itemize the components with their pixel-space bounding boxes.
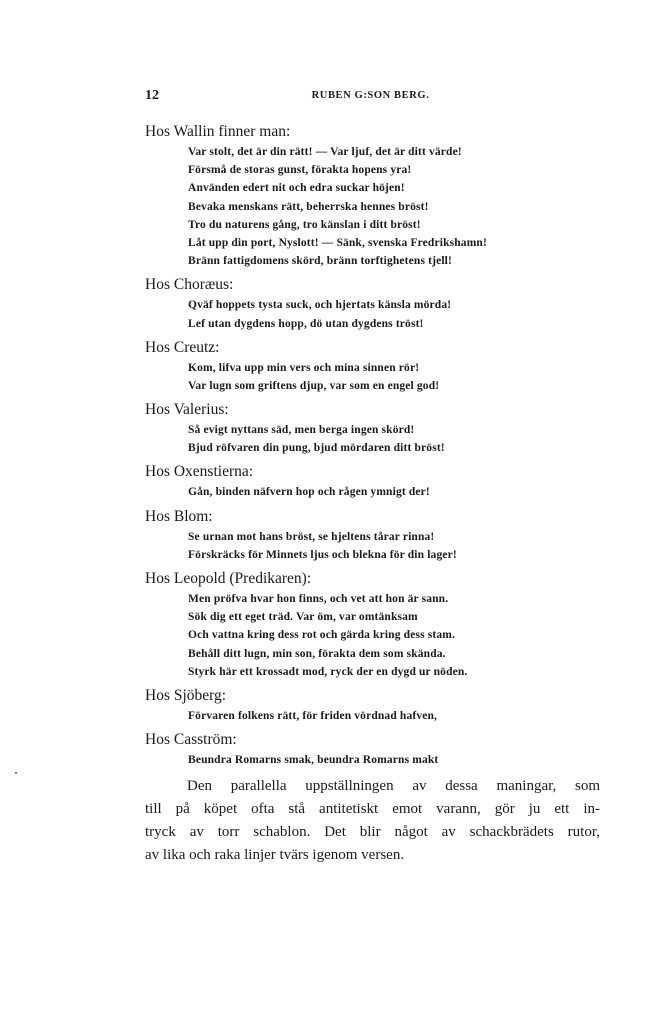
verse-line: Var stolt, det är din rätt! — Var ljuf, det är ditt värde!	[188, 146, 462, 158]
verse-line: Och vattna kring dess rot och gärda kring dess stam.	[188, 629, 455, 642]
verse-line: Men pröfva hvar hon finns, och vet att hon är sann.	[188, 593, 449, 605]
verse-line: Behåll ditt lugn, min son, förakta dem som skända.	[188, 647, 446, 660]
section-title: Hos Wallin finner man:	[145, 123, 291, 140]
verse-line: Lef utan dygdens hopp, dö utan dygdens tröst!	[188, 317, 424, 330]
verse-line: Försmå de storas gunst, förakta hopens yra!	[188, 164, 412, 177]
section-title: Hos Leopold (Predikaren):	[145, 570, 312, 587]
section-title: Hos Valerius:	[145, 401, 229, 419]
verse-line: Använden edert nit och edra suckar höjen!	[188, 182, 405, 195]
verse-block	[145, 143, 600, 270]
prose-line: Den parallella uppställningen av dessa maningar, som	[187, 778, 600, 795]
verse-line: Kom, lifva upp min vers och mina sinnen rör!	[188, 361, 420, 374]
section-title: Hos Casström:	[145, 731, 237, 749]
verse-block	[145, 483, 600, 501]
verse-line: Låt upp din port, Nyslott! — Sänk, svenska Fredrikshamn!	[188, 236, 487, 249]
margin-speck	[15, 772, 17, 774]
verse-line: Qväf hoppets tysta suck, och hjertats känsla mörda!	[188, 299, 452, 312]
section-title: Hos Creutz:	[145, 338, 220, 356]
verse-line: Sök dig ett eget träd. Var öm, var omtänksam	[188, 611, 418, 624]
section-title: Hos Blom:	[145, 507, 213, 525]
verse-block	[145, 590, 600, 681]
verse-line: Förvaren folkens rätt, för friden vördnad hafven,	[188, 709, 438, 722]
verse-block	[145, 359, 600, 395]
section-title: Hos Sjöberg:	[145, 686, 227, 704]
verse-line: Bjud röfvaren din pung, bjud mördaren ditt bröst!	[188, 442, 445, 455]
prose-line: tryck av torr schablon. Det blir något av schackbrädets rutor,	[145, 824, 600, 841]
verse-line: Var lugn som griftens djup, var som en engel god!	[188, 379, 440, 392]
verse-line: Gån, binden näfvern hop och rågen ymnigt der!	[188, 486, 430, 499]
verse-line: Styrk här ett krossadt mod, ryck der en dygd ur nöden.	[188, 665, 468, 678]
verse-line: Bränn fattigdomens skörd, bränn torftighetens tjell!	[188, 255, 452, 268]
verse-line: Tro du naturens gång, tro känslan i ditt bröst!	[188, 218, 421, 231]
section-title: Hos Oxenstierna:	[145, 463, 254, 481]
verse-line: Så evigt nyttans säd, men berga ingen skörd!	[188, 424, 415, 437]
verse-line: Förskräcks för Minnets ljus och blekna för din lager!	[188, 548, 457, 561]
verse-block	[145, 707, 600, 725]
verse-block	[145, 751, 600, 769]
verse-block	[145, 296, 600, 332]
prose-line: av lika och raka linjer tvärs igenom versen.	[145, 847, 405, 864]
page-header	[145, 88, 596, 112]
page-body	[145, 120, 600, 867]
prose-line: till på köpet ofta stå antitetiskt emot varann, gör ju ett in-	[145, 801, 600, 818]
verse-line: Bevaka menskans rätt, beherrska hennes bröst!	[188, 200, 429, 213]
verse-block	[145, 421, 600, 457]
prose-paragraph	[145, 775, 600, 867]
section-title: Hos Choræus:	[145, 276, 234, 294]
running-head: RUBEN G:SON BERG.	[311, 90, 430, 101]
verse-line: Se urnan mot hans bröst, se hjeltens tårar rinna!	[188, 530, 435, 543]
page-number: 12	[145, 88, 159, 103]
verse-block	[145, 528, 600, 564]
verse-line: Beundra Romarns smak, beundra Romarns makt	[188, 754, 439, 767]
